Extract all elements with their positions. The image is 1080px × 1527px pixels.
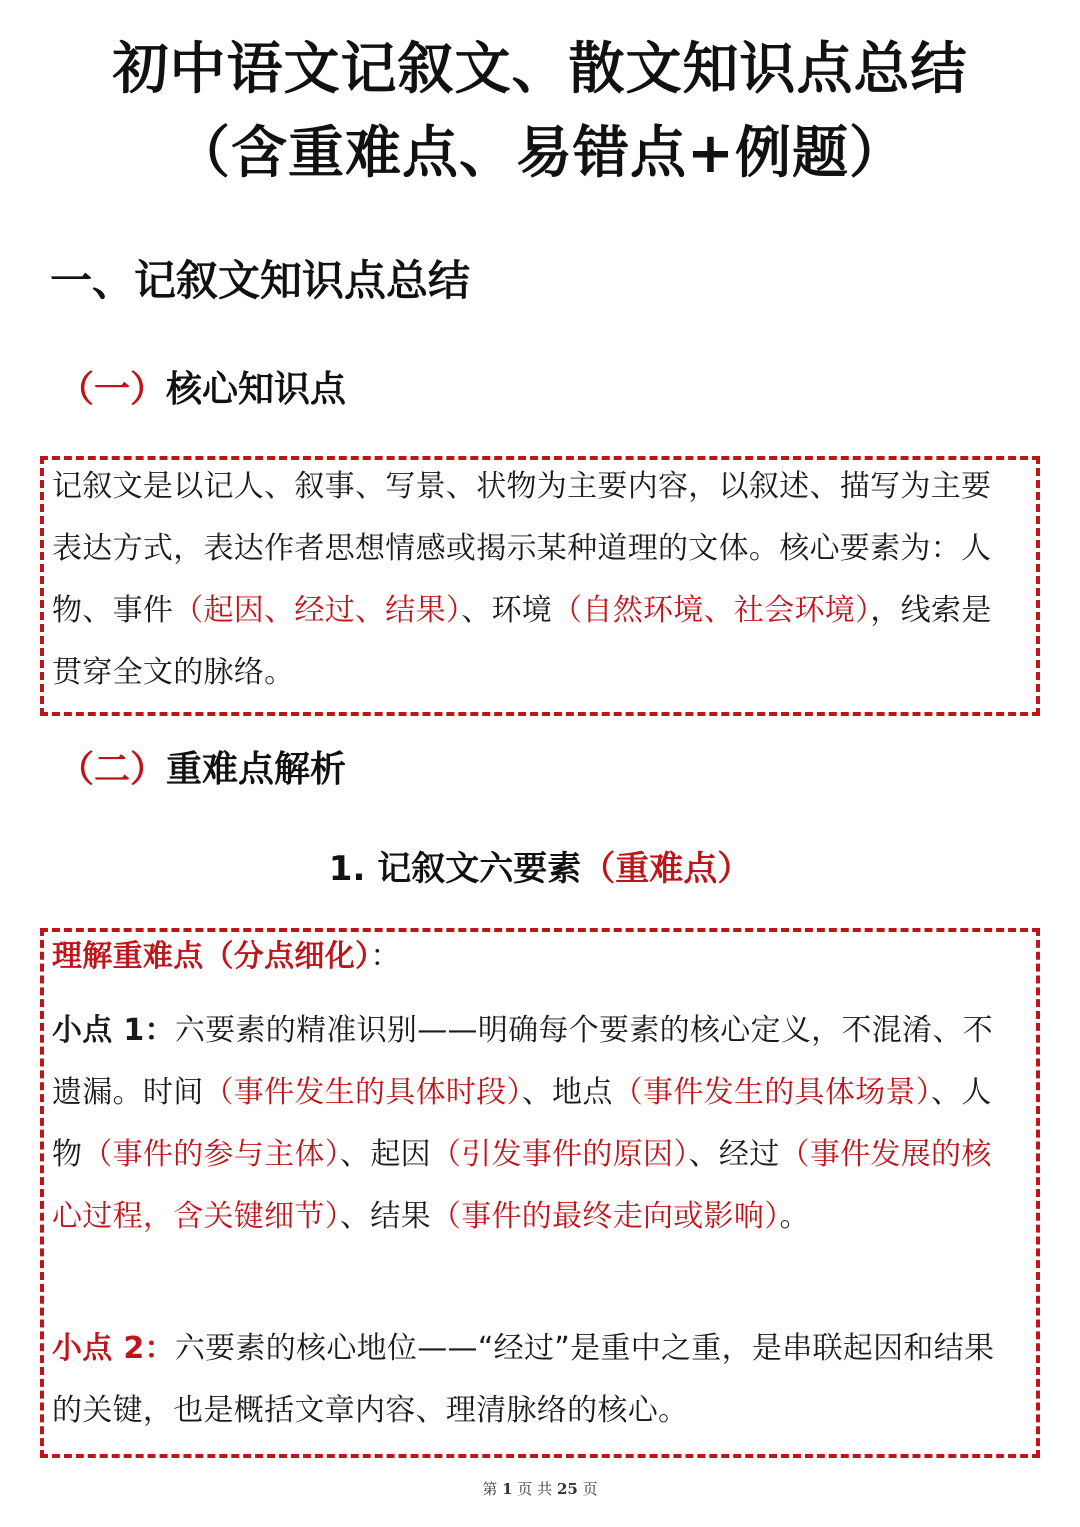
para-highlight: （自然环境、社会环境） xyxy=(552,593,871,628)
point-highlight: （事件发展的核心过程，含关键细节） xyxy=(52,1137,992,1234)
para-text: 记叙文是以记人、叙事、写景、状物为主要内容，以叙述、描写为主要表达方式，表达作者思想情感或揭示某种道理的文体。核心要素为：人物、事件 xyxy=(52,469,992,628)
para-highlight: （起因、经过、结果） xyxy=(173,593,462,628)
point-label: 小点 1： xyxy=(52,1013,175,1048)
subsection-label: 核心知识点 xyxy=(166,369,347,410)
subsection-heading-core xyxy=(58,369,347,410)
item-title-text: 1. 记叙文六要素 xyxy=(328,849,582,889)
box-label-red: 理解重难点（分点细化） xyxy=(52,939,371,974)
point-text: 、经过 xyxy=(688,1137,780,1172)
subsection-marker: （一） xyxy=(58,369,167,410)
point-highlight: （事件的最终走向或影响） xyxy=(430,1199,780,1234)
document-title-line1: 初中语文记叙文、散文知识点总结 xyxy=(112,37,968,102)
core-knowledge-paragraph xyxy=(52,456,1017,704)
page-footer xyxy=(0,1478,1080,1499)
item-title xyxy=(0,849,1080,889)
point-text: 六要素的核心地位——“经过”是重中之重，是串联起因和结果的关键，也是概括文章内容、理清脉络的核心。 xyxy=(52,1331,995,1428)
point-highlight: （事件发生的具体场景） xyxy=(612,1075,932,1110)
para-text: ，线索是贯穿全文的脉络。 xyxy=(52,593,992,690)
footer-pre: 第 xyxy=(482,1480,498,1498)
point-text: 、结果 xyxy=(340,1199,431,1234)
footer-mid: 页 共 xyxy=(517,1480,553,1498)
point-label: 小点 2： xyxy=(52,1331,175,1366)
box-label-colon: ： xyxy=(370,939,401,974)
point-text: 、起因 xyxy=(340,1137,431,1172)
subsection-marker: （二） xyxy=(58,749,167,790)
point-1-paragraph xyxy=(52,1000,1017,1248)
point-text: 六要素的精准识别——明确每个要素的核心定义，不混淆、不遗漏。时间 xyxy=(52,1013,993,1110)
page-total: 25 xyxy=(556,1480,578,1498)
point-2-paragraph xyxy=(52,1318,1017,1442)
point-text: 、人物 xyxy=(52,1075,992,1172)
point-highlight: （事件发生的具体时段） xyxy=(203,1075,522,1110)
point-text: 、地点 xyxy=(521,1075,613,1110)
item-title-tag: （重难点） xyxy=(581,849,752,889)
box-label xyxy=(52,936,1017,978)
para-text: 、环境 xyxy=(461,593,553,628)
page-number: 1 xyxy=(502,1480,513,1498)
point-highlight: （事件的参与主体） xyxy=(82,1137,341,1172)
footer-post: 页 xyxy=(582,1480,598,1498)
point-text: 。 xyxy=(779,1199,810,1234)
document-title-line2: （含重难点、易错点+例题） xyxy=(174,121,906,186)
subsection-heading-key xyxy=(58,749,347,790)
point-highlight: （引发事件的原因） xyxy=(430,1137,689,1172)
section-heading: 一、记叙文知识点总结 xyxy=(50,256,471,305)
subsection-label: 重难点解析 xyxy=(166,749,347,790)
